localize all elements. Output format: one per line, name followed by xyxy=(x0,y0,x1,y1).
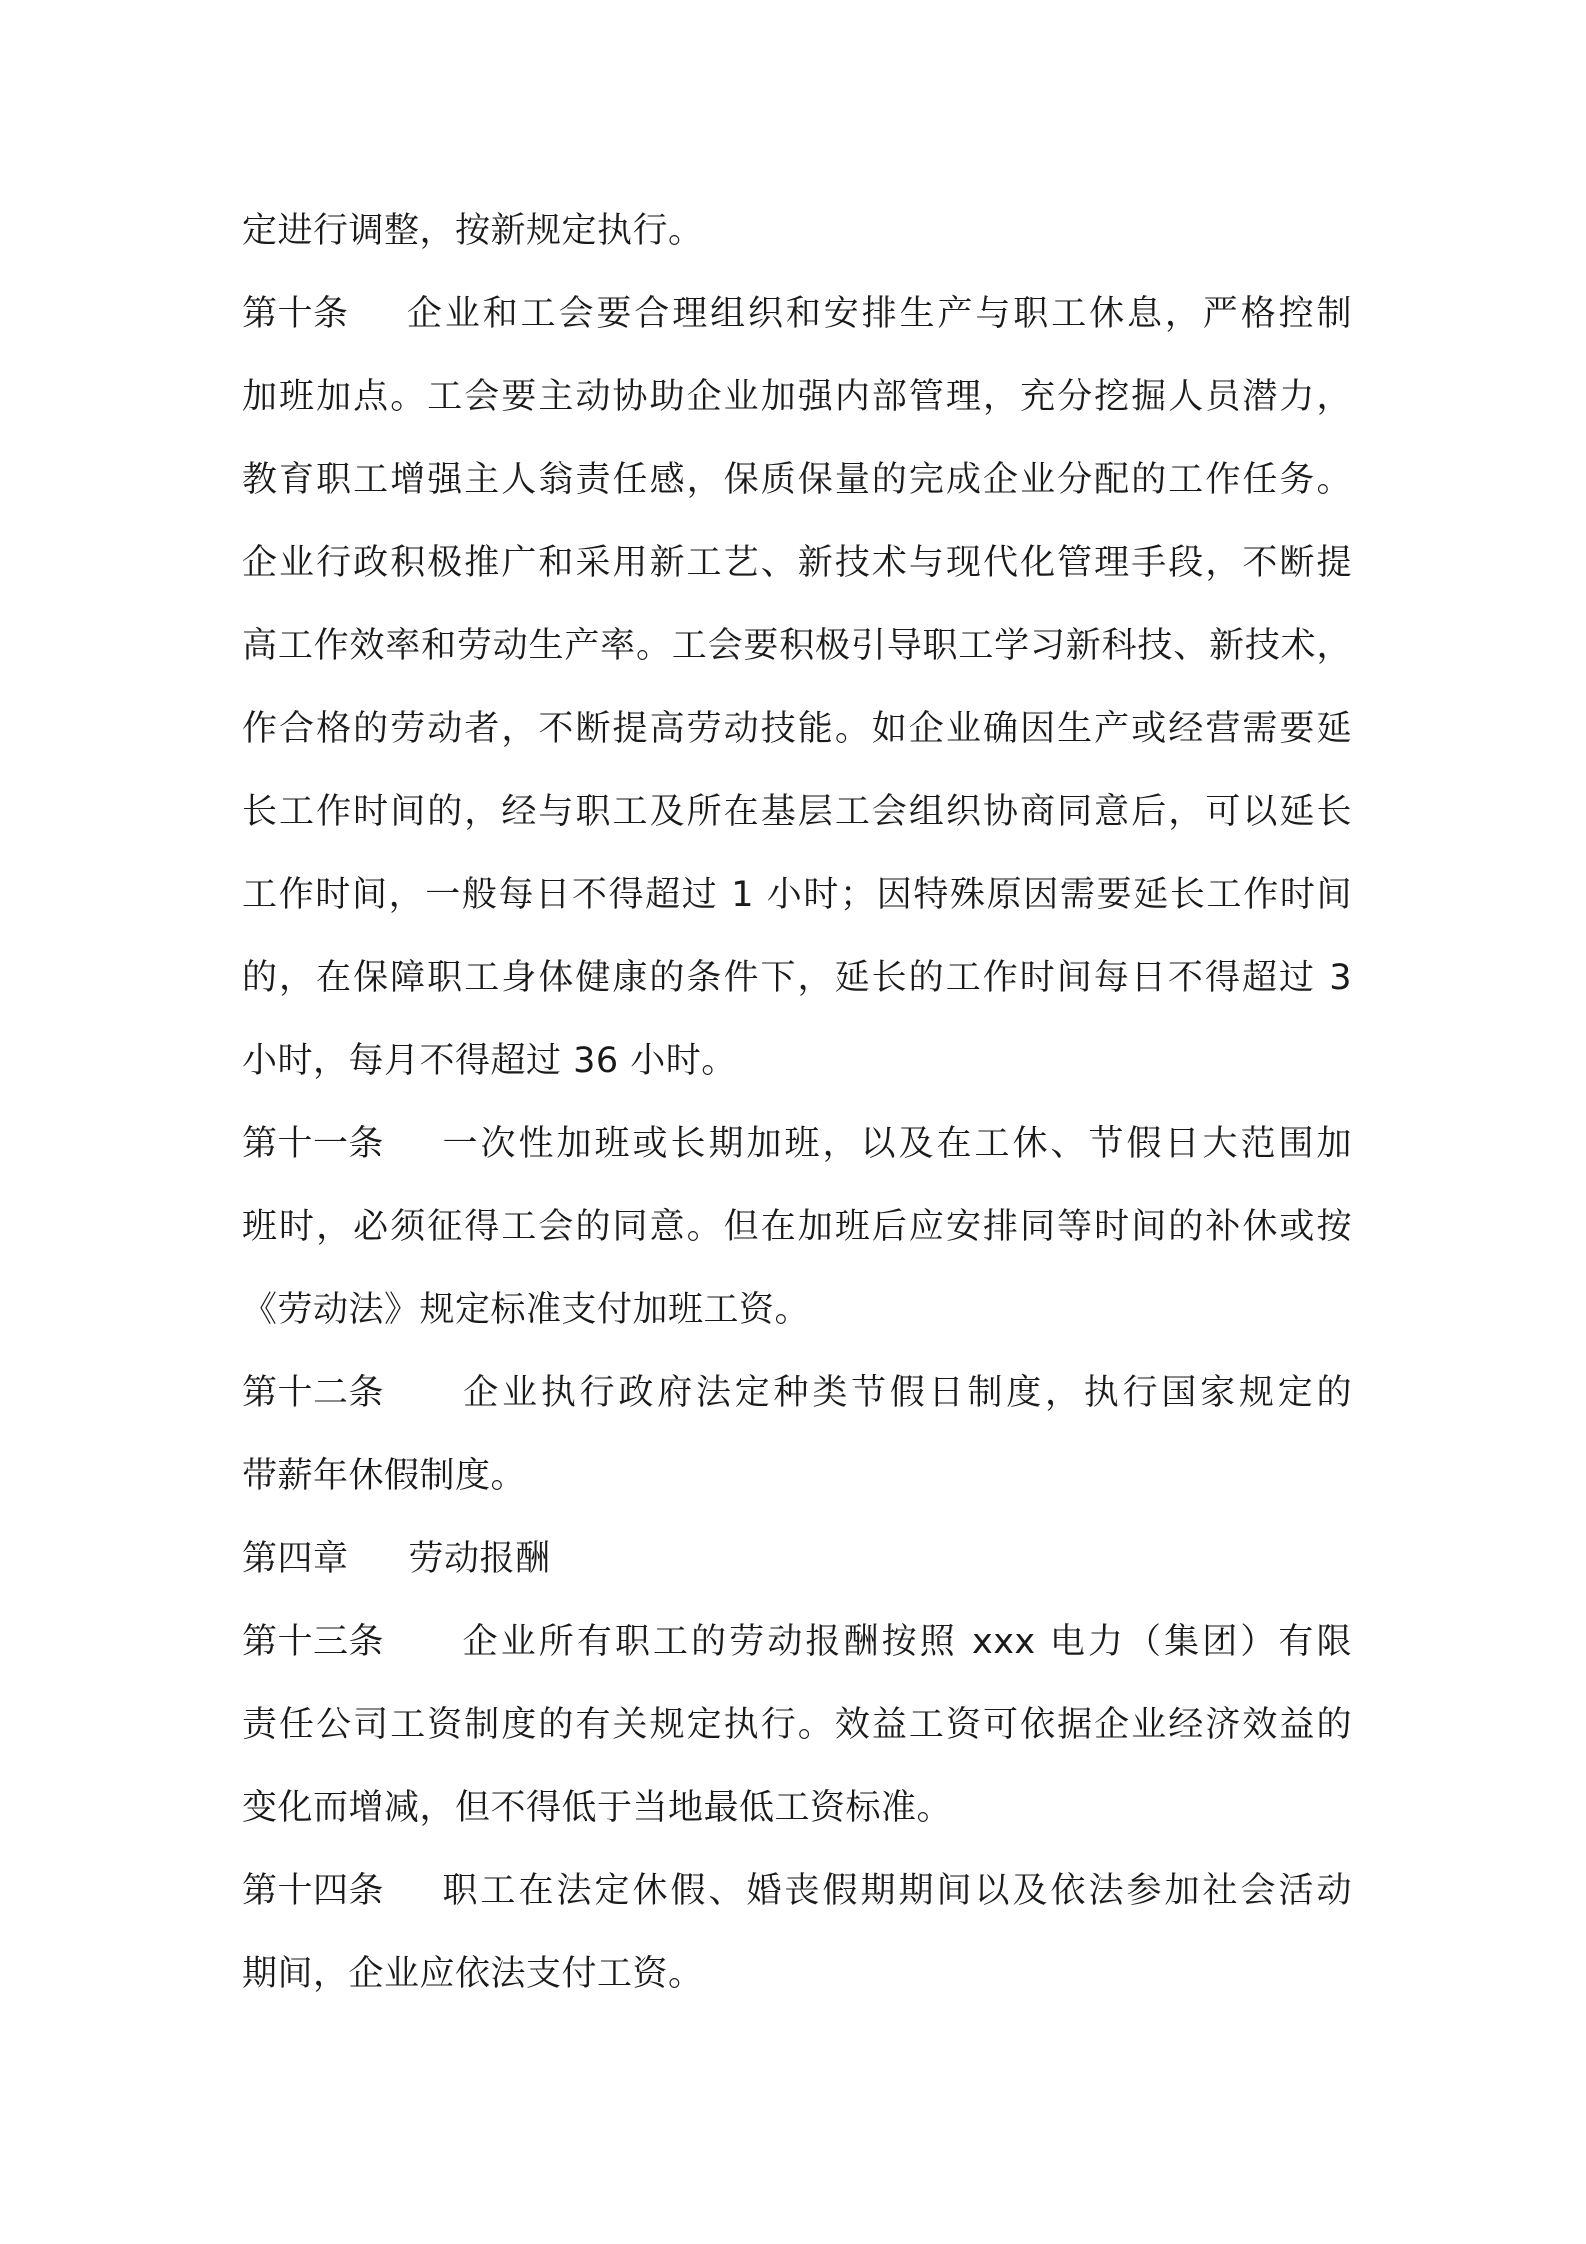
text-line xyxy=(242,356,1352,439)
line-text: 教育职工增强主人翁责任感，保质保量的完成企业分配的工作任务。 xyxy=(242,460,1352,500)
text-line xyxy=(242,1186,1352,1269)
article-14-heading-line xyxy=(242,1850,1352,1933)
text-line xyxy=(242,1020,1352,1103)
text-line xyxy=(242,1435,1352,1518)
text-line xyxy=(242,688,1352,771)
line-text: 作合格的劳动者，不断提高劳动技能。如企业确因生产或经营需要延 xyxy=(242,709,1352,749)
text-line xyxy=(242,605,1352,688)
text-line xyxy=(242,854,1352,937)
line-text: 变化而增减，但不得低于当地最低工资标准。 xyxy=(242,1788,953,1828)
line-text: 高工作效率和劳动生产率。工会要积极引导职工学习新科技、新技术， xyxy=(242,626,1352,666)
article-10-heading-line xyxy=(242,273,1352,356)
chapter-label: 第四章 xyxy=(242,1539,349,1579)
chapter-title: 劳动报酬 xyxy=(408,1539,551,1579)
line-text: 一次性加班或长期加班，以及在工休、节假日大范围加 xyxy=(440,1124,1352,1164)
line-text: 加班加点。工会要主动协助企业加强内部管理，充分挖掘人员潜力， xyxy=(242,377,1352,417)
line-text: 企业所有职工的劳动报酬按照 xxx 电力（集团）有限 xyxy=(460,1622,1352,1662)
text-line xyxy=(242,1684,1352,1767)
article-11-heading-line xyxy=(242,1103,1352,1186)
text-line xyxy=(242,1767,1352,1850)
line-text: 企业执行政府法定种类节假日制度，执行国家规定的 xyxy=(460,1373,1352,1413)
text-line xyxy=(242,190,1352,273)
line-text: 企业行政积极推广和采用新工艺、新技术与现代化管理手段，不断提 xyxy=(242,543,1352,583)
line-text: 责任公司工资制度的有关规定执行。效益工资可依据企业经济效益的 xyxy=(242,1705,1352,1745)
text-line xyxy=(242,522,1352,605)
line-text: 带薪年休假制度。 xyxy=(242,1456,527,1496)
line-text: 的，在保障职工身体健康的条件下，延长的工作时间每日不得超过 3 xyxy=(242,958,1352,998)
line-text: 《劳动法》规定标准支付加班工资。 xyxy=(242,1290,811,1330)
document-body xyxy=(242,190,1352,2016)
article-label: 第十一条 xyxy=(242,1124,385,1164)
line-text: 定进行调整，按新规定执行。 xyxy=(242,211,704,251)
line-text: 企业和工会要合理组织和安排生产与职工休息，严格控制 xyxy=(404,294,1352,334)
article-12-heading-line xyxy=(242,1352,1352,1435)
text-line xyxy=(242,771,1352,854)
line-text: 工作时间，一般每日不得超过 1 小时；因特殊原因需要延长工作时间 xyxy=(242,875,1352,915)
line-text: 职工在法定休假、婚丧假期期间以及依法参加社会活动 xyxy=(440,1871,1352,1911)
article-label: 第十二条 xyxy=(242,1373,385,1413)
text-line xyxy=(242,1933,1352,2016)
text-line xyxy=(242,937,1352,1020)
chapter-4-heading-line xyxy=(242,1518,1352,1601)
article-13-heading-line xyxy=(242,1601,1352,1684)
line-text: 期间，企业应依法支付工资。 xyxy=(242,1954,704,1994)
article-label: 第十四条 xyxy=(242,1871,385,1911)
text-line xyxy=(242,439,1352,522)
article-label: 第十三条 xyxy=(242,1622,385,1662)
line-text: 长工作时间的，经与职工及所在基层工会组织协商同意后，可以延长 xyxy=(242,792,1352,832)
text-line xyxy=(242,1269,1352,1352)
line-text: 小时，每月不得超过 36 小时。 xyxy=(242,1041,737,1081)
article-label: 第十条 xyxy=(242,294,349,334)
line-text: 班时，必须征得工会的同意。但在加班后应安排同等时间的补休或按 xyxy=(242,1207,1352,1247)
